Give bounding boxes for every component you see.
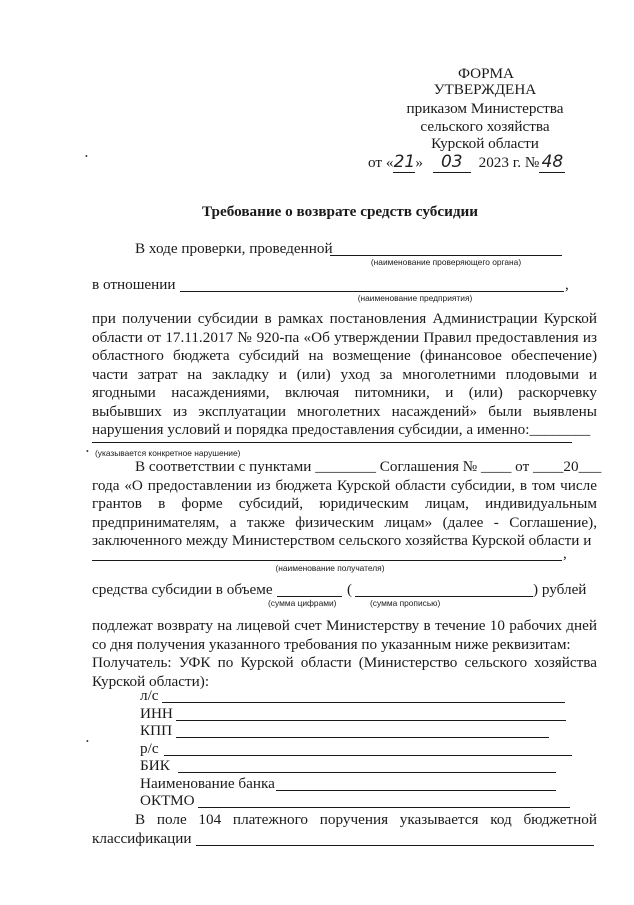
requisite-line-bank-name	[276, 790, 556, 791]
caption-recipient: (наименование получателя)	[275, 563, 385, 573]
amount-label: средства субсидии в объеме	[92, 581, 273, 598]
requisite-line-personal-account	[162, 702, 565, 703]
regarding-label: в отношении	[92, 276, 176, 293]
requisite-line-kpp	[176, 737, 549, 738]
approved-label: УТВЕРЖДЕНА	[433, 81, 537, 98]
subsidy-paragraph	[92, 310, 597, 440]
subsidy-line: ягодными насаждениями, включая питомники, и (или) раскорчевку	[92, 384, 597, 401]
caption-violation: (указывается конкретное нарушение)	[95, 448, 241, 458]
date-mid: »	[415, 154, 424, 171]
inspection-lead: В ходе проверки, проведенной	[135, 240, 333, 257]
subsidy-line: выбывших из эксплуатации многолетних насаждений» были выявлены	[92, 402, 597, 420]
subsidy-line: области от 17.11.2017 № 920-па «Об утверждении Правил предоставления из	[92, 328, 597, 346]
requisite-bank-name	[140, 775, 275, 793]
enterprise-comma: ,	[565, 276, 569, 293]
budget-code-last-line: классификации	[92, 829, 192, 847]
order-line-2: сельского хозяйства	[420, 118, 550, 135]
amount-open-paren: (	[347, 581, 353, 598]
agreement-paragraph	[92, 458, 602, 551]
amount-close-paren: ) рублей	[533, 581, 587, 598]
document-title: Требование о возврате средств субсидии	[201, 203, 479, 220]
requisite-label: КПП	[140, 722, 173, 739]
recipient-line	[92, 560, 562, 561]
requisite-kpp	[140, 722, 172, 740]
caption-amount-digits: (сумма цифрами)	[268, 598, 337, 608]
subsidy-line: областного бюджета субсидий на возмещение (финансовое обеспечение)	[92, 347, 597, 364]
agreement-line: года «О предоставлении из бюджета Курской области субсидии, в том числе	[92, 476, 597, 494]
order-line-1: приказом Министерства	[406, 100, 564, 117]
subsidy-line: при получении субсидии в рамках постановления Администрации Курской	[92, 310, 597, 327]
subsidy-line: части затрат на закладку и (или) уход за многолетними плодовыми и	[92, 365, 597, 383]
amount-digits-line	[277, 596, 342, 597]
budget-code-line: В поле 104 платежного поручения указывается код бюджетной	[135, 811, 597, 828]
budget-code-paragraph	[92, 811, 597, 848]
enterprise-line	[180, 291, 564, 292]
requisite-settlement-account	[140, 740, 159, 758]
requisite-inn	[140, 705, 173, 723]
form-label: ФОРМА	[457, 65, 515, 82]
agreement-line: грантов в форме субсидий, юридическим лицам, индивидуальным	[92, 495, 597, 512]
return-line: со дня получения указанного требования по указанным ниже реквизитам:	[92, 635, 571, 653]
return-line: подлежат возврату на лицевой счет Министерству в течение 10 рабочих дней	[92, 617, 597, 634]
requisite-label: БИК	[140, 757, 170, 774]
caption-amount-words: (сумма прописью)	[370, 598, 441, 608]
requisite-line-oktmo	[198, 807, 570, 808]
violation-line	[92, 442, 572, 443]
requisite-label: ИНН	[140, 705, 173, 722]
requisite-label: л/с	[140, 687, 159, 704]
scan-dot: •	[86, 737, 89, 746]
requisite-line-inn	[176, 720, 566, 721]
requisite-line-bik	[178, 772, 556, 773]
agreement-last-line: заключенного между Министерством сельского хозяйства Курской области и	[92, 532, 592, 549]
amount-words-line	[355, 596, 533, 597]
return-paragraph	[92, 617, 597, 691]
requisite-label: ОКТМО	[140, 792, 195, 809]
requisite-oktmo	[140, 792, 195, 810]
agreement-line: предпринимателям, а также физическим лицам» (далее - Соглашение),	[92, 513, 597, 531]
requisite-bik	[140, 757, 170, 775]
order-day: 21	[393, 152, 416, 172]
subsidy-last-line: нарушения условий и порядка предоставления субсидии, а именно:________	[92, 421, 591, 438]
scan-dot: •	[85, 152, 88, 161]
requisite-label: р/с	[140, 740, 159, 757]
return-line: Получатель: УФК по Курской области (Министерство сельского хозяйства	[92, 654, 597, 671]
order-date-line	[368, 152, 565, 173]
inspecting-organ-line	[330, 255, 562, 256]
caption-inspecting-organ: (наименование проверяющего органа)	[370, 257, 522, 267]
date-prefix: от «	[368, 154, 394, 171]
return-last-line: Курской области):	[92, 672, 210, 690]
requisite-line-settlement-account	[164, 755, 572, 756]
order-number: 48	[539, 152, 565, 173]
caption-enterprise: (наименование предприятия)	[357, 293, 473, 303]
scan-dot: •	[86, 447, 89, 456]
budget-code-line-blank	[196, 845, 594, 846]
agreement-first-line: В соответствии с пунктами ________ Соглашения № ____ от ____20___	[135, 458, 602, 475]
requisite-label: Наименование банка	[140, 775, 275, 792]
order-month: 03	[433, 152, 471, 173]
order-line-3: Курской области	[431, 135, 539, 152]
recipient-comma: ,	[563, 545, 567, 562]
requisite-personal-account	[140, 687, 159, 705]
order-year-number: 2023 г. №	[478, 154, 540, 171]
